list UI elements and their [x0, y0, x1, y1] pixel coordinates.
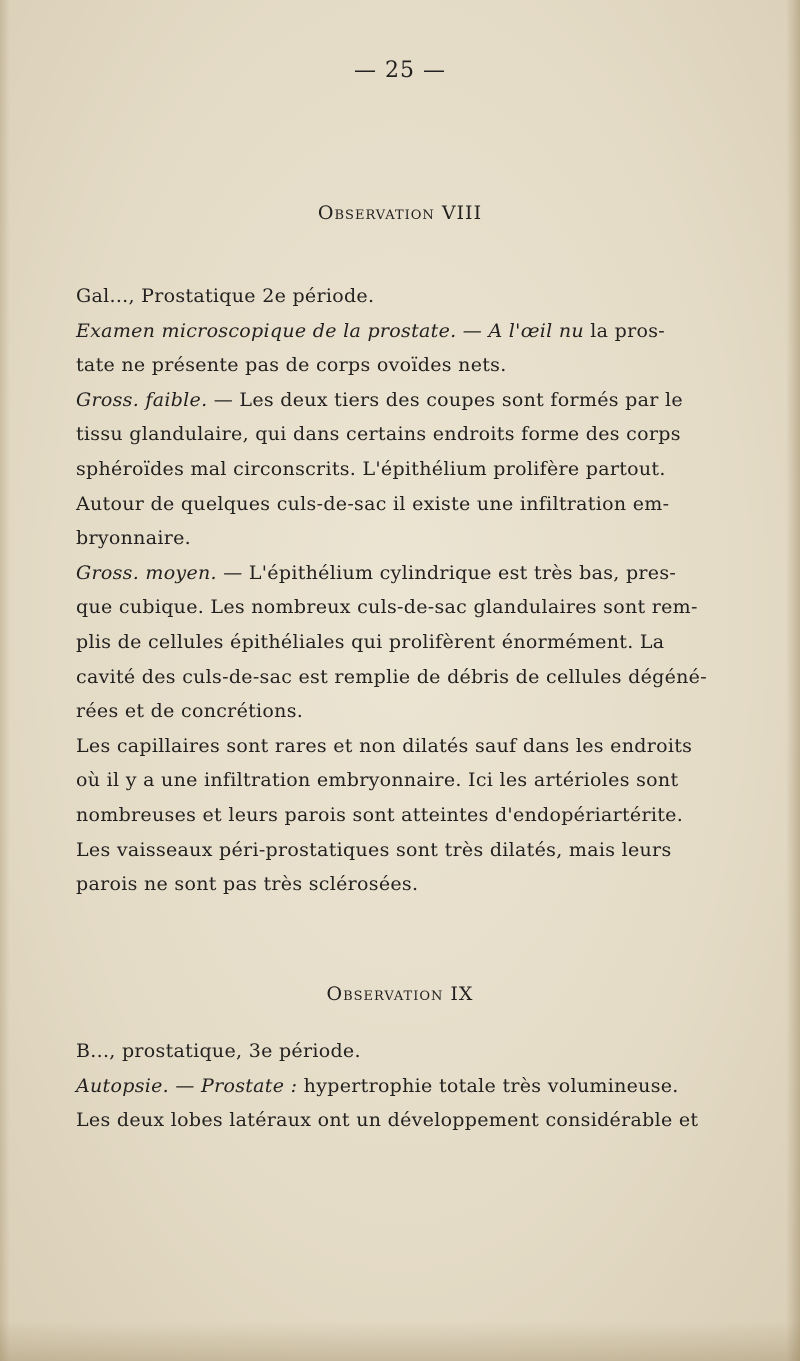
- text-segment: plis de cellules épithéliales qui prolifèrent énormément. La: [76, 630, 665, 653]
- text-line: [76, 590, 698, 625]
- text-segment: — L'épithélium cylindrique est très bas, pres-: [216, 561, 677, 584]
- text-line: [76, 314, 666, 349]
- text-segment: que cubique. Les nombreux culs-de-sac glandulaires sont rem-: [76, 596, 698, 619]
- text-line: [76, 348, 656, 383]
- text-segment: Gal..., Prostatique 2e période.: [76, 285, 375, 307]
- italic-text-segment: Gross. faible.: [76, 388, 208, 411]
- text-line: [76, 1034, 656, 1069]
- text-line: [76, 487, 670, 522]
- text-line: [76, 556, 677, 591]
- text-line: [76, 279, 656, 314]
- text-segment: bryonnaire.: [76, 527, 191, 550]
- text-segment: la pros-: [583, 319, 666, 342]
- text-line: [76, 383, 683, 418]
- text-segment: — Les deux tiers des coupes sont formés par le: [207, 388, 683, 411]
- text-segment: cavité des culs-de-sac est remplie de débris de cellules dégéné-: [76, 665, 707, 688]
- text-line: [76, 694, 656, 729]
- text-segment: Autour de quelques culs-de-sac il existe une infiltration em-: [76, 492, 670, 515]
- page-number: — 25 —: [354, 58, 446, 83]
- text-segment: B..., prostatique, 3e période.: [76, 1040, 361, 1062]
- text-line: [76, 729, 693, 764]
- text-line: [76, 660, 707, 695]
- section-heading-observation-ix: Observation IX: [326, 983, 474, 1005]
- text-segment: nombreuses et leurs parois sont atteintes d'endopériartérite.: [76, 803, 684, 826]
- text-line: [76, 798, 684, 833]
- italic-text-segment: Examen microscopique de la prostate. — A l'œil nu: [76, 319, 584, 342]
- text-line: [76, 1103, 699, 1138]
- italic-text-segment: Gross. moyen.: [76, 561, 217, 584]
- text-segment: parois ne sont pas très sclérosées.: [76, 873, 419, 896]
- text-segment: sphéroïdes mal circonscrits. L'épithélium prolifère partout.: [76, 457, 666, 480]
- text-segment: Les capillaires sont rares et non dilatés sauf dans les endroits: [76, 734, 693, 757]
- text-line: [76, 521, 656, 556]
- italic-text-segment: Autopsie. — Prostate :: [76, 1074, 298, 1097]
- text-line: [76, 763, 679, 798]
- text-segment: Les vaisseaux péri-prostatiques sont très dilatés, mais leurs: [76, 838, 672, 861]
- section-body-observation-ix: [76, 1034, 699, 1138]
- page-edge-shadow-bottom: [0, 1321, 800, 1361]
- text-segment: hypertrophie totale très volumineuse.: [297, 1074, 679, 1097]
- text-line: [76, 625, 665, 660]
- section-body-observation-viii: [76, 279, 707, 902]
- text-line: [76, 1069, 679, 1104]
- text-segment: tissu glandulaire, qui dans certains endroits forme des corps: [76, 423, 681, 446]
- text-segment: où il y a une infiltration embryonnaire. Ici les artérioles sont: [76, 769, 679, 792]
- text-segment: rées et de concrétions.: [76, 700, 304, 723]
- text-line: [76, 867, 656, 902]
- text-segment: Les deux lobes latéraux ont un développement considérable et: [76, 1109, 699, 1132]
- text-segment: tate ne présente pas de corps ovoïdes nets.: [76, 354, 507, 377]
- section-heading-observation-viii: Observation VIII: [317, 202, 483, 224]
- text-line: [76, 452, 666, 487]
- text-line: [76, 833, 672, 868]
- text-line: [76, 417, 681, 452]
